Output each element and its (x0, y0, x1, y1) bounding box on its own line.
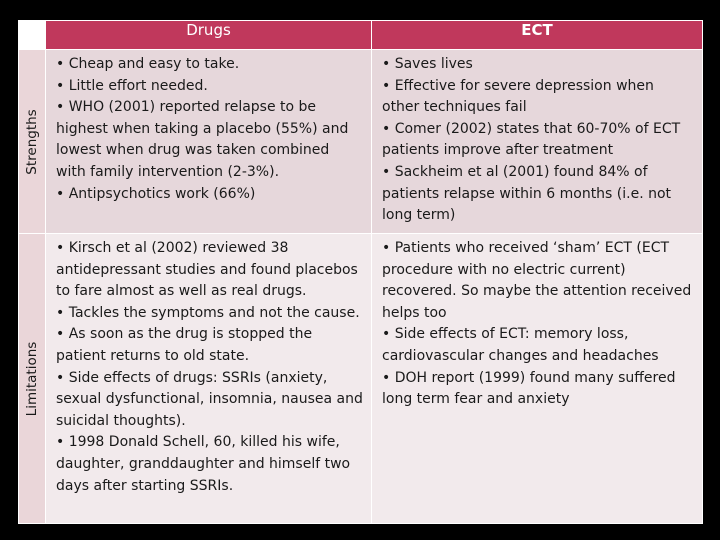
bullet: • DOH report (1999) found many suffered long term fear and anxiety (382, 369, 676, 408)
bullet: • Side effects of drugs: SSRIs (anxiety, sexual dysfunctional, insomnia, nausea and suicidal thoughts). (56, 369, 363, 429)
bullet: • Effective for severe depression when other techniques fail (382, 77, 654, 116)
cell-strengths-drugs (46, 50, 372, 234)
bullet: • Tackles the symptoms and not the cause. (56, 304, 360, 321)
bullet: • Saves lives (382, 56, 473, 72)
bullet: • Antipsychotics work (66%) (56, 185, 256, 202)
bullet: • Cheap and easy to take. (56, 56, 240, 72)
corner-cell (19, 21, 46, 50)
bullet: • WHO (2001) reported relapse to be highest when taking a placebo (55%) and lowest when drug was taken combined with family intervention (2-3%). (56, 99, 349, 180)
row-header-limitations (19, 234, 46, 524)
bullet: • Kirsch et al (2002) reviewed 38 antidepressant studies and found placebos to fare almost as well as real drugs. (56, 240, 358, 300)
row-header-strengths (19, 50, 46, 234)
bullet: • Sackheim et al (2001) found 84% of patients relapse within 6 months (i.e. not long term) (382, 163, 672, 224)
bullet: • As soon as the drug is stopped the patient returns to old state. (56, 326, 313, 364)
column-header-drugs: Drugs (46, 21, 372, 50)
table-row-strengths (19, 50, 703, 234)
comparison-table (18, 20, 703, 524)
header-row (19, 21, 703, 50)
table-row-limitations (19, 234, 703, 524)
bullet: • 1998 Donald Schell, 60, killed his wife, daughter, granddaughter and himself two days after starting SSRIs. (56, 434, 351, 494)
row-label-limitations: Limitations (24, 341, 40, 416)
bullet: • Comer (2002) states that 60-70% of ECT patients improve after treatment (382, 120, 681, 159)
cell-strengths-ect (372, 50, 703, 234)
bullet: • Patients who received ‘sham’ ECT (ECT procedure with no electric current) recovered. So maybe the attention received helps too (382, 240, 692, 321)
bullet: • Little effort needed. (56, 77, 208, 94)
column-header-ect: ECT (372, 21, 703, 50)
cell-limitations-ect (372, 234, 703, 524)
cell-limitations-drugs (46, 234, 372, 524)
row-label-strengths: Strengths (24, 108, 40, 175)
bullet: • Side effects of ECT: memory loss, cardiovascular changes and headaches (382, 326, 659, 364)
